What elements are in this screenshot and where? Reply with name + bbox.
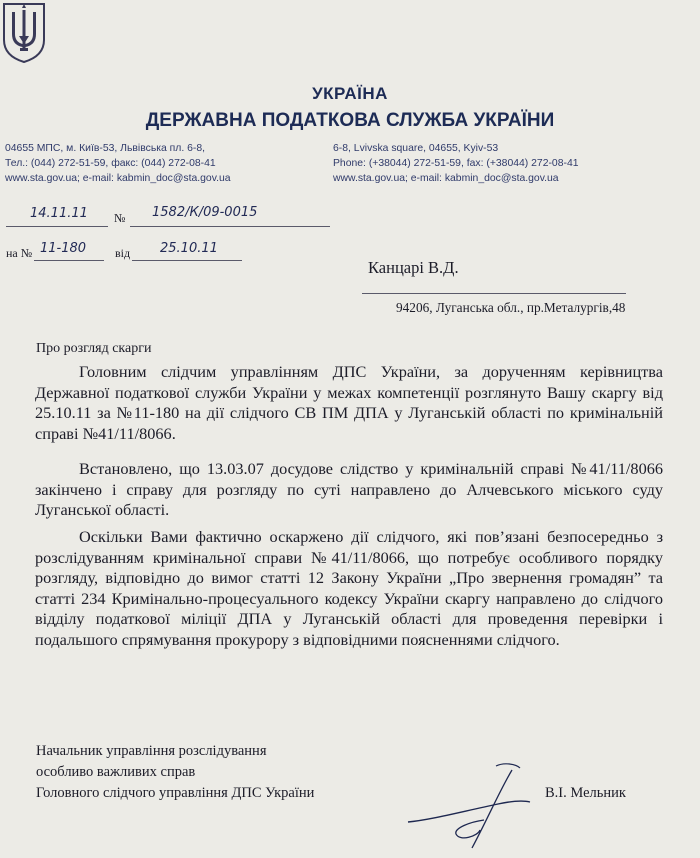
reply-date-underline — [132, 260, 242, 261]
addressee-underline — [362, 293, 626, 294]
body-paragraph: Оскільки Вами фактично оскаржено дії слідчого, які пов’язані безпосередньо з розслідуванням кримінальної справи №41/11/8066, що потребує особливого порядку розгляду, відповідно до вимог статті 12 Закону України „Про звернення громадян” та статті 234 Кримінально-процесуального кодексу України скаргу направлено до слідчого відділу податкової міліції ДПА у Луганській області для проведення перевірки і подальшого спрямування прокурору з відповідними поясненнями слідчого. — [35, 527, 663, 649]
body-paragraph: Головним слідчим управлінням ДПС України, за дорученням керівництва Державної податкової служби України у межах компетенції розглянуто Вашу скаргу від 25.10.11 за №11-180 на дії слідчого СВ ПМ ДПА у Луганській області по кримінальній справі №41/11/8066. — [35, 362, 663, 443]
letter-subject: Про розгляд скарги — [36, 341, 152, 356]
contact-line: www.sta.gov.ua; e-mail: kabmin_doc@sta.gov.ua — [333, 173, 559, 184]
contact-line: 04655 МПС, м. Київ-53, Львівська пл. 6-8, — [5, 143, 206, 154]
body-paragraph: Встановлено, що 13.03.07 досудове слідство у кримінальній справі №41/11/8066 закінчено і справу для розгляду по суті направлено до Алчевського міського суду Луганської області. — [35, 459, 663, 519]
from-label: від — [115, 246, 131, 260]
reply-to-number: 11-180 — [40, 241, 87, 256]
position-line: особливо важливих справ — [36, 764, 196, 780]
number-label: № — [114, 211, 126, 225]
outgoing-date: 14.11.11 — [30, 206, 88, 221]
date-underline — [6, 226, 108, 227]
country-name: УКРАЇНА — [312, 84, 388, 103]
addressee-address: 94206, Луганська обл., пр.Металургів,48 — [396, 300, 626, 315]
contact-line: Phone: (+38044) 272-51-59, fax: (+38044) 272-08-41 — [333, 158, 579, 169]
contacts-english — [333, 141, 579, 186]
reply-to-date: 25.10.11 — [160, 241, 218, 256]
position-line: Головного слідчого управління ДПС України — [36, 785, 315, 801]
contact-line: www.sta.gov.ua; e-mail: kabmin_doc@sta.gov.ua — [5, 173, 231, 184]
contact-line: 6-8, Lvivska square, 04655, Kyiv-53 — [333, 143, 499, 154]
trident-coat-of-arms-icon — [0, 0, 48, 64]
position-line: Начальник управління розслідування — [36, 743, 267, 759]
signatory-name: В.І. Мельник — [545, 785, 626, 801]
number-underline — [130, 226, 330, 227]
organization-name: ДЕРЖАВНА ПОДАТКОВА СЛУЖБА УКРАЇНИ — [145, 110, 555, 131]
outgoing-number: 1582/К/09-0015 — [152, 205, 258, 220]
signatory-position — [36, 741, 314, 804]
contact-line: Тел.: (044) 272-51-59, факс: (044) 272-08-41 — [5, 158, 216, 169]
reply-number-underline — [34, 260, 104, 261]
handwritten-signature — [400, 760, 540, 855]
contacts-ukrainian — [5, 141, 231, 186]
reply-to-label: на № — [6, 246, 33, 260]
addressee-name: Канцарі В.Д. — [368, 258, 459, 277]
